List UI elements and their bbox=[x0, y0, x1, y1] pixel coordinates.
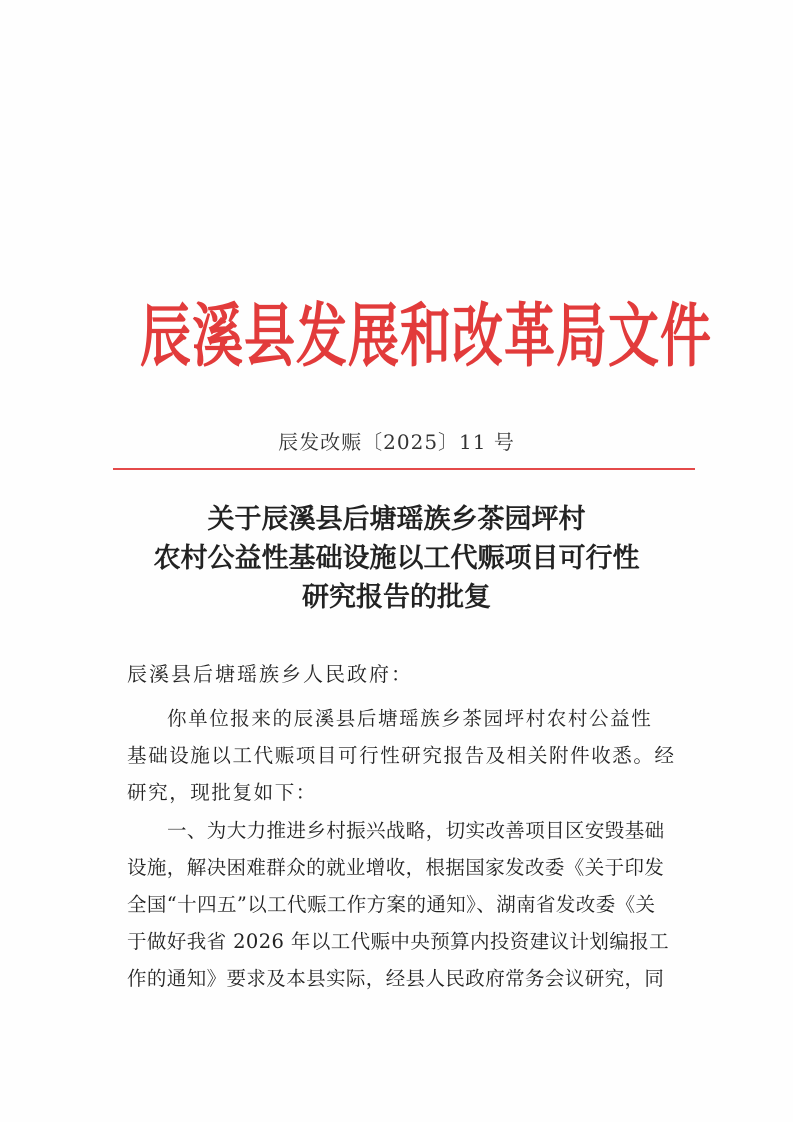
red-separator-line bbox=[113, 468, 695, 470]
paragraph-line: 作的通知》要求及本县实际，经县人民政府常务会议研究，同 bbox=[127, 967, 665, 990]
paragraph-line: 于做好我省 2026 年以工代赈中央预算内投资建议计划编报工 bbox=[127, 930, 670, 953]
paragraph-2 bbox=[127, 812, 697, 997]
paragraph-line: 你单位报来的辰溪县后塘瑶族乡茶园坪村农村公益性 bbox=[167, 707, 653, 730]
paragraph-1 bbox=[127, 700, 697, 811]
title-line-2: 农村公益性基础设施以工代赈项目可行性 bbox=[153, 543, 640, 574]
paragraph-line: 基础设施以工代赈项目可行性研究报告及相关附件收悉。经 bbox=[127, 744, 676, 767]
paragraph-line: 研究，现批复如下： bbox=[127, 781, 317, 804]
title-line-3: 研究报告的批复 bbox=[302, 582, 491, 613]
document-title bbox=[0, 500, 793, 617]
title-line-1: 关于辰溪县后塘瑶族乡茶园坪村 bbox=[207, 504, 586, 535]
paragraph-line: 一、为大力推进乡村振兴战略，切实改善项目区安毁基础 bbox=[167, 819, 665, 842]
recipient: 辰溪县后塘瑶族乡人民政府： bbox=[127, 662, 413, 686]
paragraph-line: 全国“十四五”以工代赈工作方案的通知》、湖南省发改委《关 bbox=[127, 893, 656, 916]
paragraph-line: 设施，解决困难群众的就业增收，根据国家发改委《关于印发 bbox=[127, 856, 665, 879]
document-number: 辰发改赈〔2025〕11 号 bbox=[278, 430, 515, 454]
masthead: 辰溪县发展和改革局文件 bbox=[140, 296, 713, 378]
